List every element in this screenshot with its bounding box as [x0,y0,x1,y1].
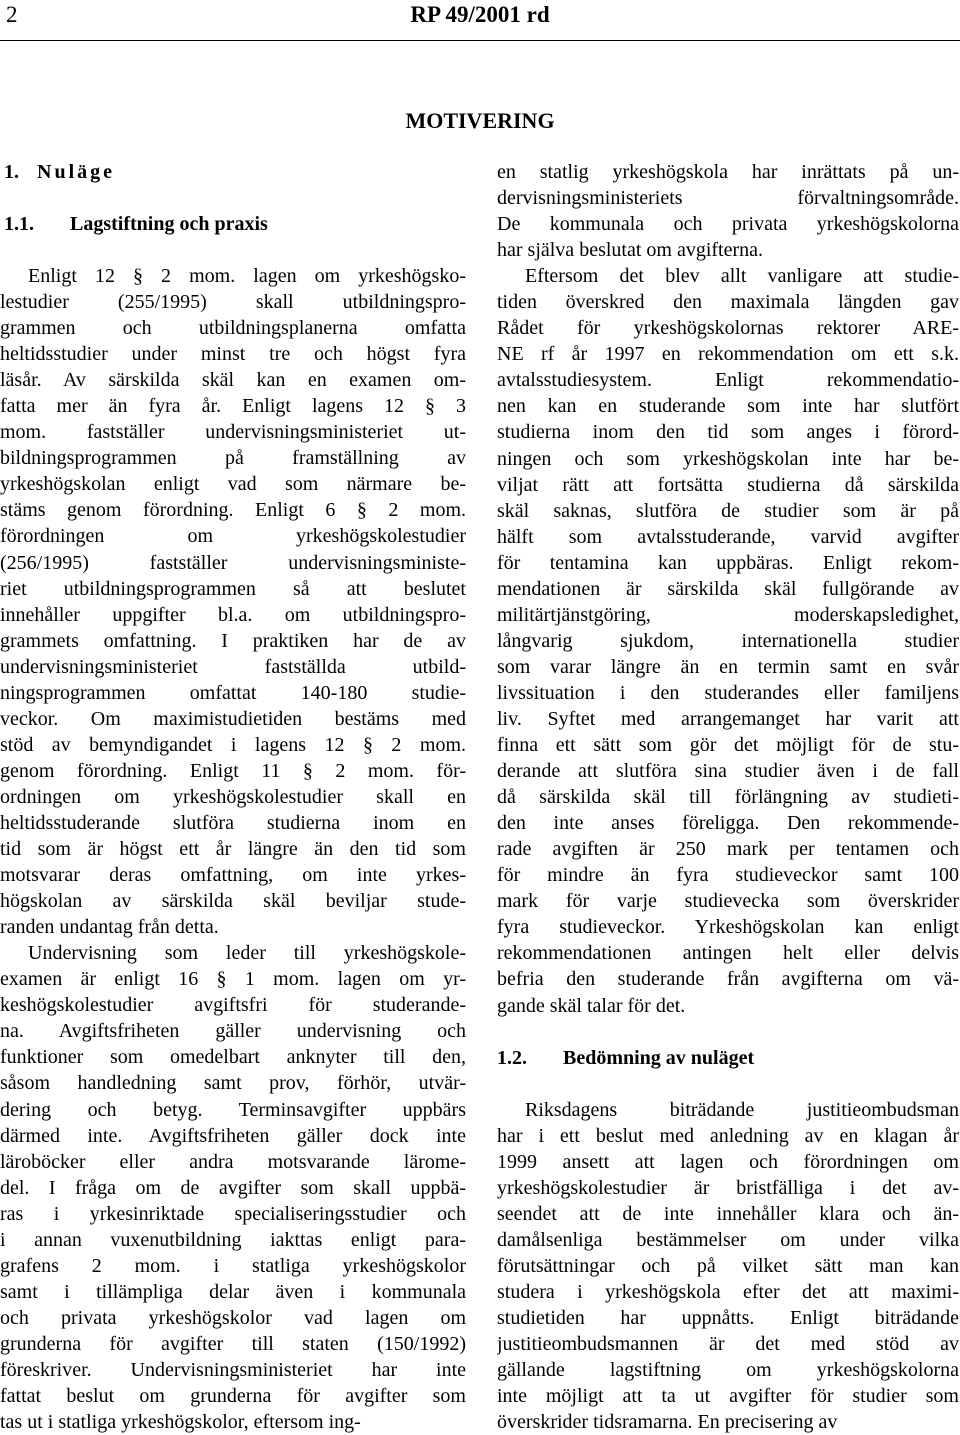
text-line: yrkeshögskolan enligt vad som närmare be- [0,473,466,496]
text-line: keshögskolestudier avgiftsfri för studerande- [0,994,466,1017]
text-line: motsvarar deras omfattning, om inte yrkes- [0,864,466,887]
heading-1-text: Nuläge [37,161,115,183]
text-line: randen undantag från detta. [0,916,219,939]
text-line: i annan vuxenutbildning iakttas enligt para- [0,1228,466,1251]
heading-1-2-text: Bedömning av nuläget [563,1046,755,1069]
text-line: hälft som avtalsstuderande, varvid avgifter [497,525,959,548]
text-line: fatta mer än fyra år. Enligt lagens 12 § 3 [0,395,466,418]
text-line: fattat beslut om grunderna för avgifter som [0,1385,466,1408]
page-number: 2 [6,2,18,27]
text-line: justitieombudsmannen är det med stöd av [497,1332,959,1355]
text-line: ningen och som yrkeshögskolan inte har be- [497,447,959,470]
text-line: militärtjänstgöring, moderskapsledighet, [497,603,959,626]
text-line: undervisningsministeriet fastställda utbild- [0,655,466,678]
text-line: damålsenliga bestämmelser om under vilka [497,1228,959,1251]
text-line: nen kan en studerande som inte har slutfört [497,395,959,418]
text-line: befria den studerande från avgifterna om vä- [497,968,959,991]
text-line: föreskriver. Undervisningsministeriet har inte [0,1358,466,1381]
text-line: grammets omfattning. I praktiken har de av [0,629,466,652]
text-line: ordningen om yrkeshögskolestudier skall en [0,785,466,808]
text-line: Enligt 12 § 2 mom. lagen om yrkeshögsko- [28,265,466,287]
text-line: tid som är högst ett år längre än den tid som [0,838,466,861]
text-line: läsår. Av särskilda skäl kan en examen om- [0,369,466,392]
heading-1-1-text: Lagstiftning och praxis [70,213,268,235]
text-line: veckor. Om maximistudietiden bestäms med [0,707,466,730]
heading-1 [4,159,466,185]
right-body-text-bottom [497,1097,959,1435]
text-line: livssituation i den studerandes eller familjens [497,681,959,704]
text-line: ras i yrkesinriktade specialiseringsstudier och [0,1202,466,1225]
heading-1-number: 1. [4,161,19,183]
text-line: högskolan av särskilda skäl beviljar stude- [0,890,466,913]
text-line: mendationen är särskilda skäl fullgörande av [497,577,959,600]
text-line: rade avgiften är 250 mark per tentamen och [497,838,959,861]
text-line: mom. fastställer undervisningsministeriet ut- [0,421,466,444]
text-line: ningsprogrammen omfattat 140-180 studie- [0,681,466,704]
text-line: dering och betyg. Terminsavgifter uppbärs [0,1098,466,1121]
text-line: förutsättningar och på vilket sätt man kan [497,1254,959,1277]
right-column [497,159,959,1435]
text-line: och privata yrkeshögskolor vad lagen om [0,1306,466,1329]
text-line: liv. Syftet med arrangemanget har varit att [497,707,959,730]
text-line: då särskilda skäl till förlängning av studieti- [497,786,959,809]
text-line: studierna inom den tid som anges i förord- [497,421,959,444]
text-line: innehåller uppgifter bl.a. om utbildningspro- [0,603,466,626]
text-line: överskrider tidsramarna. En precisering av [497,1411,838,1434]
text-line: (256/1995) fastställer undervisningsministe- [0,551,466,574]
text-line: derande att slutföra sina studier även i de fall [497,760,959,783]
text-line: skäl saknas, slutföra de studier som är på [497,499,959,522]
text-line: NE rf år 1997 en rekommendation om ett s.k. [497,343,959,366]
heading-1-2 [497,1045,959,1071]
text-line: långvarig sjukdom, internationella studier [497,629,959,652]
text-line: som varar längre än en termin samt en svår [497,655,959,678]
header-divider [0,40,960,41]
text-line: förordningen om yrkeshögskolestudier [0,525,466,548]
text-line: studera i yrkeshögskola efter det att maximi- [497,1280,959,1303]
text-line: examen är enligt 16 § 1 mom. lagen om yr- [0,968,466,991]
text-line: heltidsstuderande slutföra studierna inom en [0,811,466,834]
text-line: Eftersom det blev allt vanligare att studie- [525,265,959,288]
text-line: avtalsstudiesystem. Enligt rekommendatio- [497,369,959,392]
text-line: tas ut i statliga yrkeshögskolor, eftersom ing- [0,1411,361,1434]
text-line: grammen och utbildningsplanerna omfatta [0,317,466,340]
text-line: lestudier (255/1995) skall utbildningspro- [0,291,466,314]
text-line: gande skäl talar för det. [497,994,686,1017]
text-line: för mindre än fyra studieveckor samt 100 [497,864,959,887]
text-line: stäms genom förordning. Enligt 6 § 2 mom. [0,499,466,522]
heading-1-1-number: 1.1. [4,213,34,235]
text-line: mark för varje studievecka som överskrider [497,890,959,913]
text-line: studietiden har uppnåtts. Enligt biträdande [497,1306,959,1329]
text-line: inte möjligt att ta ut avgifter för studier som [497,1385,959,1408]
text-line: seendet att de inte innehåller klara och än- [497,1202,959,1225]
text-line: samt i tillämpliga delar även i kommunala [0,1280,466,1303]
document-title: RP 49/2001 rd [410,2,550,27]
text-line: den inte anses föreligga. Den rekommende- [497,812,959,835]
right-body-text-top [497,159,959,1019]
text-line: har själva beslutat om avgifterna. [497,239,764,262]
section-title: MOTIVERING [405,108,555,133]
text-line: yrkeshögskolestudier är bristfälliga i det av- [497,1176,959,1199]
text-line: en statlig yrkeshögskola har inrättats på un- [497,161,959,183]
left-column [0,159,466,1435]
heading-1-1 [4,211,466,237]
text-line: för tentamina kan uppbäras. Enligt rekom- [497,551,959,574]
text-line: na. Avgiftsfriheten gäller undervisning och [0,1020,466,1043]
text-line: funktioner som omedelbart anknyter till den, [0,1046,466,1069]
text-line: Rådet för yrkeshögskolornas rektorer ARE- [497,317,959,340]
text-line: grafens 2 mom. i statliga yrkeshögskolor [0,1254,466,1277]
text-line: har i ett beslut med anledning av en klagan år [497,1124,959,1147]
left-body-text [0,263,466,1435]
text-line: Undervisning som leder till yrkeshögskole- [28,942,466,965]
text-line: därmed inte. Avgiftsfriheten gäller dock inte [0,1124,466,1147]
text-line: genom förordning. Enligt 11 § 2 mom. för- [0,759,466,782]
text-line: tiden överskred den maximala längden gav [497,291,959,314]
text-line: rekommendationen antingen helt eller delvis [497,942,959,965]
text-line: dervisningsministeriets förvaltningsområde. [497,187,959,210]
text-line: gällande lagstiftning om yrkeshögskolorna [497,1359,959,1382]
text-line: De kommunala och privata yrkeshögskolorna [497,213,959,236]
text-line: fyra studieveckor. Yrkeshögskolan kan enligt [497,916,959,939]
text-line: viljat rätt att fortsätta studierna då särskilda [497,473,959,496]
text-line: grunderna för avgifter till staten (150/1992) [0,1332,466,1355]
text-line: 1999 ansett att lagen och förordningen om [497,1150,959,1173]
heading-1-2-number: 1.2. [497,1046,527,1069]
text-line: heltidsstudier under minst tre och högst fyra [0,343,466,366]
text-line: läroböcker eller andra motsvarande lärome- [0,1150,466,1173]
text-line: Riksdagens biträdande justitieombudsman [525,1098,959,1121]
text-line: bildningsprogrammen på framställning av [0,447,466,470]
text-line: såsom handledning samt prov, förhör, utvär- [0,1072,466,1095]
text-line: finna ett sätt som gör det möjligt för de stu- [497,734,959,757]
text-line: riet utbildningsprogrammen så att beslutet [0,577,466,600]
text-line: stöd av bemyndigandet i lagens 12 § 2 mom. [0,733,466,756]
text-line: del. I fråga om de avgifter som skall uppbä- [0,1176,466,1199]
